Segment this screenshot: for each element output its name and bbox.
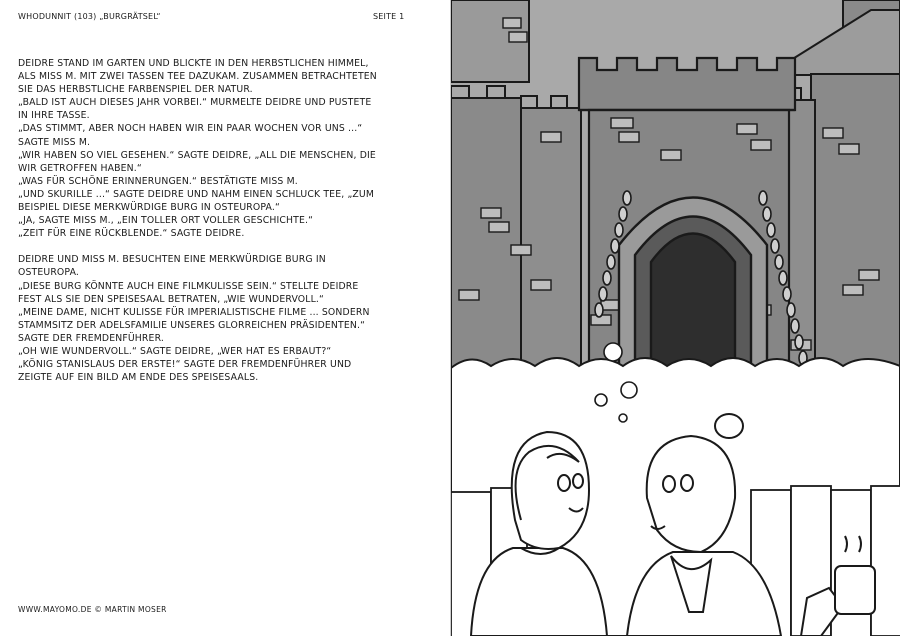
story-line: SIE DAS HERBSTLICHE FARBENSPIEL DER NATUR. (18, 84, 253, 96)
story-line: „WIR HABEN SO VIEL GESEHEN.“ SAGTE DEIDRE, „ALL DIE MENSCHEN, DIE (18, 149, 376, 161)
footer-credit: WWW.MAYOMO.DE © MARTIN MOSER (18, 605, 167, 614)
story-line: „BALD IST AUCH DIESES JAHR VORBEI.“ MURMELTE DEIDRE UND PUSTETE (18, 97, 372, 109)
story-line: DEIDRE UND MISS M. BESUCHTEN EINE MERKWÜRDIGE BURG IN (18, 254, 326, 266)
story-line: STAMMSITZ DER ADELSFAMILIE UNSERES GLORREICHEN PRÄSIDENTEN.“ (18, 319, 366, 331)
story-line: „MEINE DAME, NICHT KULISSE FÜR IMPERIALISTISCHE FILME ... SONDERN (18, 306, 370, 318)
story-line: OSTEUROPA. (18, 267, 80, 279)
story-line: BEISPIEL DIESE MERKWÜRDIGE BURG IN OSTEUROPA.“ (18, 202, 280, 214)
story-line: „DIESE BURG KÖNNTE AUCH EINE FILMKULISSE SEIN.“ STELLTE DEIDRE (18, 280, 359, 292)
story-line: SAGTE MISS M. (18, 136, 91, 148)
story-line: „WAS FÜR SCHÖNE ERINNERUNGEN.“ BESTÄTIGTE MISS M. (18, 175, 298, 187)
story-line: „UND SKURILLE ...“ SAGTE DEIDRE UND NAHM EINEN SCHLUCK TEE, „ZUM (18, 188, 375, 200)
story-line: „JA, SAGTE MISS M., „EIN TOLLER ORT VOLLER GESCHICHTE.“ (18, 215, 314, 227)
story-text (18, 57, 438, 384)
document-title: WHODUNNIT (103) „BURGRÄTSEL“ (18, 12, 161, 21)
story-line: ALS MISS M. MIT ZWEI TASSEN TEE DAZUKAM. ZUSAMMEN BETRACHTETEN (18, 71, 377, 83)
story-line: „ZEIT FÜR EINE RÜCKBLENDE.“ SAGTE DEIDRE. (18, 228, 245, 240)
castle-illustration (451, 0, 900, 636)
page-number: SEITE 1 (373, 12, 405, 21)
story-line: „OH WIE WUNDERVOLL.“ SAGTE DEIDRE, „WER HAT ES ERBAUT?“ (18, 345, 332, 357)
story-line: ZEIGTE AUF EIN BILD AM ENDE DES SPEISESAALS. (18, 372, 259, 384)
paragraph-gap (18, 240, 438, 253)
story-line: WIR GETROFFEN HABEN.“ (18, 162, 142, 174)
story-line: FEST ALS SIE DEN SPEISESAAL BETRATEN, „WIE WUNDERVOLL.“ (18, 293, 324, 305)
story-line: DEIDRE STAND IM GARTEN UND BLICKTE IN DEN HERBSTLICHEN HIMMEL, (18, 58, 369, 69)
gate-archway (619, 198, 767, 373)
story-line: „KÖNIG STANISLAUS DER ERSTE!“ SAGTE DER FREMDENFÜHRER UND (18, 359, 352, 371)
story-line: „DAS STIMMT, ABER NOCH HABEN WIR EIN PAAR WOCHEN VOR UNS ...“ (18, 123, 363, 135)
story-line: IN IHRE TASSE. (18, 110, 90, 122)
story-line: SAGTE DER FREMDENFÜHRER. (18, 332, 164, 344)
